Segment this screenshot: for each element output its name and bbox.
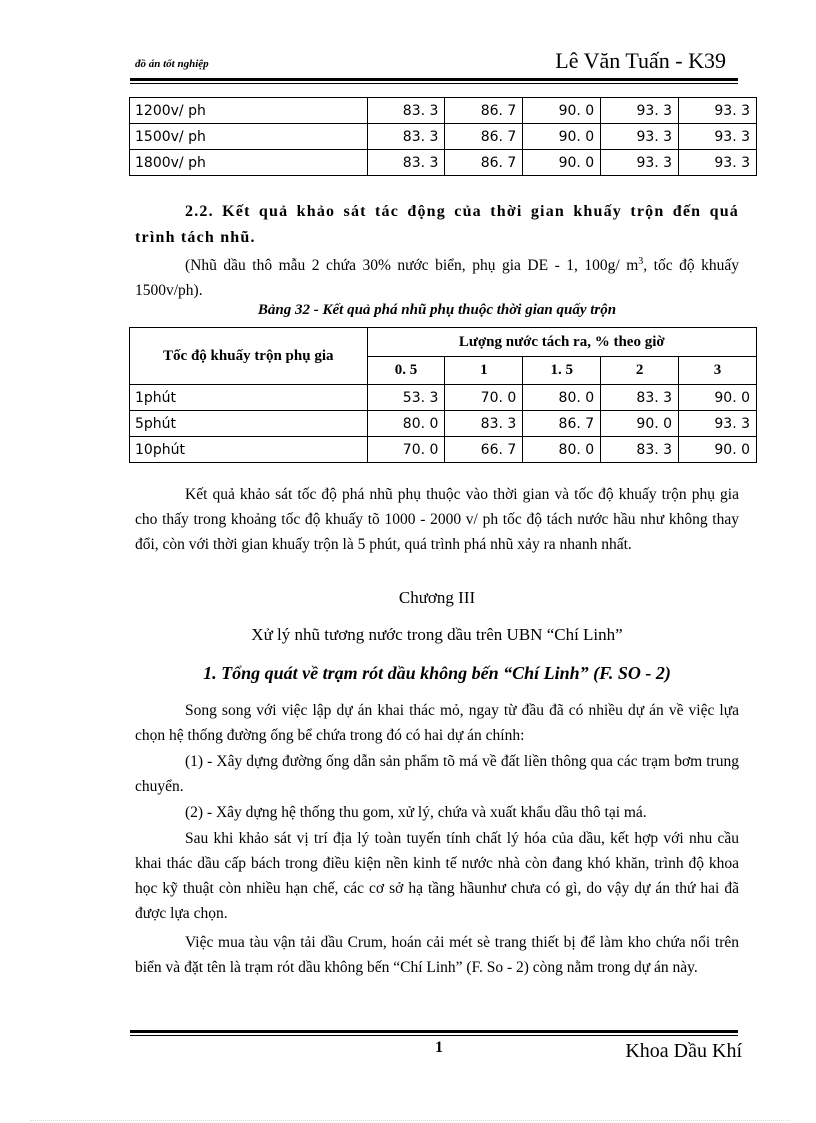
table-row <box>130 150 757 176</box>
cell: 83. 3 <box>445 411 523 437</box>
cell: 70. 0 <box>445 385 523 411</box>
cell: 53. 3 <box>367 385 445 411</box>
table-row <box>130 411 757 437</box>
row-label: 1800v/ ph <box>130 150 368 176</box>
note-text-end: , tốc độ khuấy 1500v/ph). <box>135 257 739 300</box>
note-text: (Nhũ dầu thô mẫu 2 chứa 30% nước biển, phụ gia DE - 1, 100g/ m <box>185 257 639 275</box>
section-heading-2-2: 2.2. Kết quả khảo sát tác động của thời gian khuấy trộn đến quá trình tách nhũ. <box>135 203 739 246</box>
header-rule <box>130 78 738 81</box>
chapter-subtitle: Xử lý nhũ tương nước trong dầu trên UBN “Chí Linh” <box>251 625 623 644</box>
cell: 93. 3 <box>601 124 679 150</box>
hour-header: 0. 5 <box>367 357 445 385</box>
table-continuation <box>129 97 757 176</box>
paragraph-5: Việc mua tàu vận tải dầu Crum, hoán cải mét sè trang thiết bị để làm kho chứa nổi trên biển và đặt tên là trạm rót dầu không bến “Chí Linh” (F. So - 2) còng nằm trong dự án này. <box>135 934 739 976</box>
cell: 80. 0 <box>367 411 445 437</box>
table-caption: Bảng 32 - Kết quả phá nhũ phụ thuộc thời gian quấy trộn <box>257 302 617 318</box>
cell: 90. 0 <box>523 150 601 176</box>
table-row <box>130 385 757 411</box>
cell: 93. 3 <box>679 150 757 176</box>
header-author: Lê Văn Tuấn - K39 <box>555 48 726 73</box>
cell: 86. 7 <box>445 150 523 176</box>
cell: 86. 7 <box>445 124 523 150</box>
page-edge-line <box>30 1120 790 1121</box>
hour-header: 1. 5 <box>523 357 601 385</box>
chapter-title: Chương III <box>398 588 476 607</box>
cell: 93. 3 <box>679 411 757 437</box>
cell: 90. 0 <box>679 385 757 411</box>
column-header-speed: Tốc độ khuấy trộn phụ gia <box>130 328 368 385</box>
hour-header: 2 <box>601 357 679 385</box>
row-label: 1200v/ ph <box>130 98 368 124</box>
cell: 93. 3 <box>679 124 757 150</box>
row-label: 1phút <box>130 385 368 411</box>
cell: 80. 0 <box>523 385 601 411</box>
table-row <box>130 124 757 150</box>
section-heading-1: 1. Tổng quát về trạm rót dầu không bến “Chí Linh” (F. SO - 2) <box>203 663 671 683</box>
paragraph-1: Song song với việc lập dự án khai thác mỏ, ngay từ đầu đã có nhiều dự án về việc lựa chọn hệ thống đường ống bể chứa trong đó có hai dự án chính: <box>135 702 739 744</box>
cell: 93. 3 <box>679 98 757 124</box>
cell: 86. 7 <box>523 411 601 437</box>
header-rule-thin <box>130 83 738 84</box>
row-label: 1500v/ ph <box>130 124 368 150</box>
cell: 83. 3 <box>367 98 445 124</box>
cell: 90. 0 <box>601 411 679 437</box>
cell: 90. 0 <box>523 98 601 124</box>
hour-header: 1 <box>445 357 523 385</box>
table-header-row <box>130 328 757 357</box>
table-32 <box>129 327 757 463</box>
footer-rule-thin <box>130 1035 738 1036</box>
header-left-title: đồ án tốt nghiệp <box>135 58 209 70</box>
cell: 93. 3 <box>601 98 679 124</box>
group-header: Lượng nước tách ra, % theo giờ <box>367 328 756 357</box>
paragraph-2: (1) - Xây dựng đường ống dẫn sản phẩm tõ má về đất liền thông qua các trạm bơm trung chuyển. <box>135 753 739 795</box>
hour-header: 3 <box>679 357 757 385</box>
paragraph-4: Sau khi khảo sát vị trí địa lý toàn tuyến tính chất lý hóa của dầu, kết hợp với nhu cầu khai thác dầu cấp bách trong điều kiện nền kinh tế nước nhà còn đang khó khăn, trình độ khoa học kỹ thuật còn nhiều hạn chế, các cơ sở hạ tầng hầunhư chưa có gì, do vậy dự án thứ hai đã được lựa chọn. <box>135 830 739 922</box>
row-label: 10phút <box>130 437 368 463</box>
cell: 90. 0 <box>523 124 601 150</box>
cell: 70. 0 <box>367 437 445 463</box>
paragraph-3: (2) - Xây dựng hệ thống thu gom, xử lý, chứa và xuất khẩu dầu thô tại má. <box>185 804 647 821</box>
footer-rule <box>130 1030 738 1033</box>
row-label: 5phút <box>130 411 368 437</box>
cell: 66. 7 <box>445 437 523 463</box>
cell: 93. 3 <box>601 150 679 176</box>
table-row <box>130 437 757 463</box>
note-superscript: 3 <box>638 256 644 267</box>
cell: 83. 3 <box>601 437 679 463</box>
footer-department: Khoa Dầu Khí <box>625 1040 742 1062</box>
page-number: 1 <box>435 1039 443 1056</box>
result-paragraph: Kết quả khảo sát tốc độ phá nhũ phụ thuộc vào thời gian và tốc độ khuấy trộn phụ gia cho thấy trong khoảng tốc độ khuấy tõ 1000 - 2000 v/ ph tốc độ tách nước hầu như không thay đổi, còn với thời gian khuấy trộn là 5 phút, quá trình phá nhũ xảy ra nhanh nhất. <box>135 486 739 553</box>
cell: 90. 0 <box>679 437 757 463</box>
cell: 83. 3 <box>601 385 679 411</box>
cell: 80. 0 <box>523 437 601 463</box>
experiment-note <box>135 249 739 303</box>
table-row <box>130 98 757 124</box>
cell: 83. 3 <box>367 124 445 150</box>
cell: 86. 7 <box>445 98 523 124</box>
cell: 83. 3 <box>367 150 445 176</box>
